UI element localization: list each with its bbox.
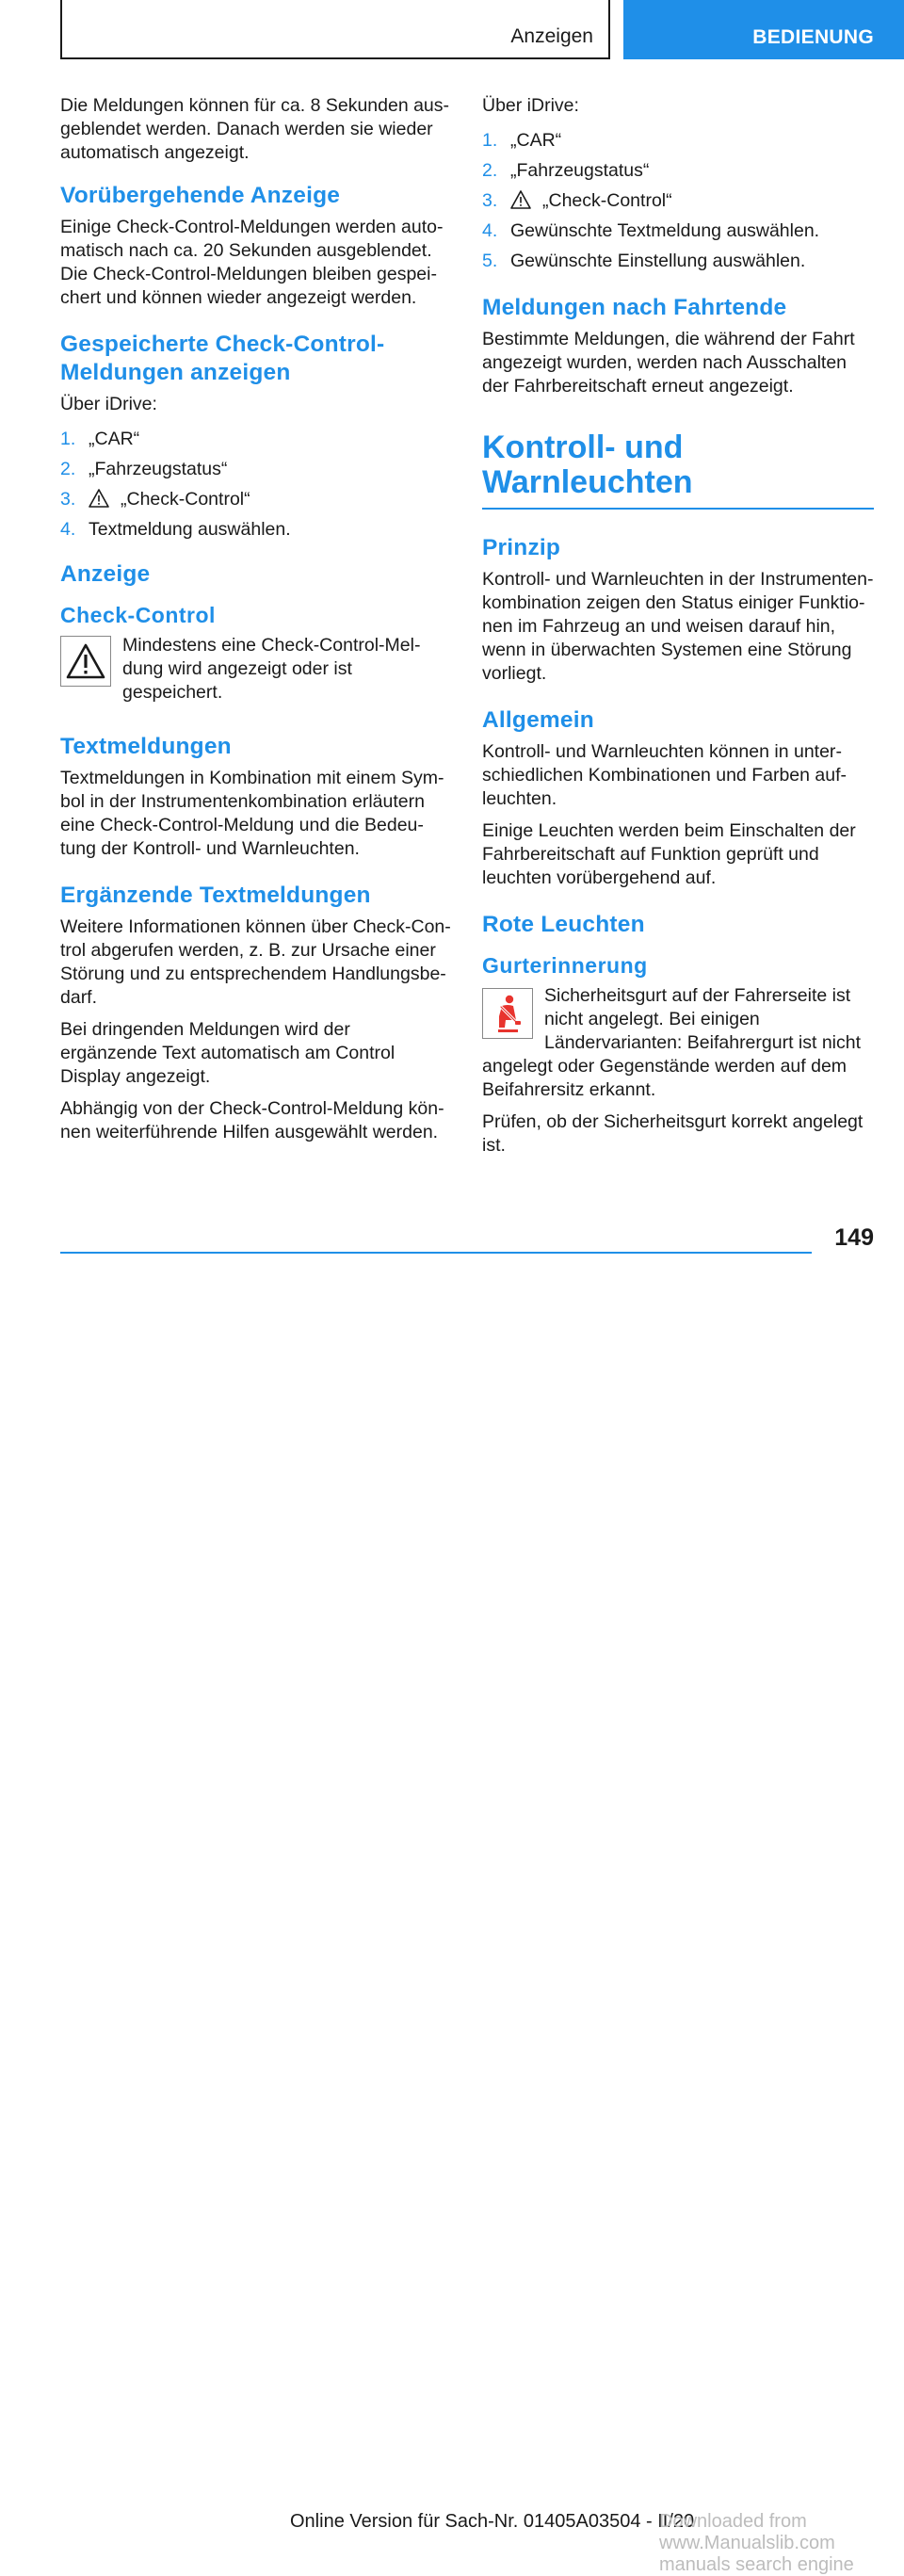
text-messages-heading: Textmeldungen bbox=[60, 734, 232, 759]
general-text-1: Kontroll- und Warnleuchten können in unterschiedlichen Kombinationen und Farben aufleuchten. bbox=[482, 741, 848, 809]
after-drive-text: Bestimmte Meldungen, die während der Fahrt angezeigt wurden, werden nach Ausschalten der Fahrbereitschaft erneut angezeigt. bbox=[482, 329, 855, 397]
stored-via-idrive: Über iDrive: bbox=[60, 394, 157, 414]
supplementary-text-2: Bei dringenden Meldungen wird der ergänzende Text automatisch am Control Display angezeigt. bbox=[60, 1019, 396, 1087]
header-section-title: Anzeigen bbox=[510, 25, 593, 47]
list-item: 1. „CAR“ bbox=[60, 429, 140, 449]
list-item: 3. „Check-Control“ bbox=[60, 489, 250, 510]
belt-reminder-text: Sicherheitsgurt auf der Fahrerseite ist nicht angelegt. Bei einigen Ländervarianten: Beifahrergurt ist nicht angelegt oder Gegenstände werden auf dem Beifahrersitz erkannt. bbox=[482, 985, 862, 1100]
stored-steps-list bbox=[60, 428, 452, 542]
warning-triangle-icon bbox=[89, 489, 109, 508]
belt-reminder-heading: Gurterinnerung bbox=[482, 953, 648, 978]
lights-chapter-heading: Kontroll- und Warnleuchten bbox=[482, 430, 874, 510]
text-messages-text: Textmeldungen in Kombination mit einem Symbol in der Instrumentenkombination erläutern eine Check-Control-Meldung und die Bedeutung der Kontroll- und Warnleuchten. bbox=[60, 768, 444, 859]
check-control-text: Mindestens eine Check-Control-Meldung wird angezeigt oder ist gespeichert. bbox=[122, 635, 421, 703]
page-number: 149 bbox=[834, 1224, 874, 1251]
steps-list bbox=[482, 129, 874, 273]
principle-text: Kontroll- und Warnleuchten in der Instrumentenkombination zeigen den Status einiger Funktionen im Fahrzeug an und weisen darauf hin, wenn in überwachten Systemen eine Störung vorliegt. bbox=[482, 569, 874, 684]
left-column bbox=[60, 94, 452, 1153]
display-heading: Anzeige bbox=[60, 561, 151, 587]
temporary-display-heading: Vorübergehende Anzeige bbox=[60, 183, 341, 208]
principle-heading: Prinzip bbox=[482, 535, 561, 560]
right-column bbox=[482, 94, 874, 1166]
check-control-icon-box bbox=[60, 636, 111, 687]
intro-paragraph: Die Meldungen können für ca. 8 Sekunden ausgeblendet werden. Danach werden sie wieder automatisch angezeigt. bbox=[60, 95, 450, 163]
general-text-2: Einige Leuchten werden beim Einschalten der Fahrbereitschaft auf Funktion geprüft und leuchten vorübergehend auf. bbox=[482, 820, 856, 888]
footer-text-area bbox=[0, 1256, 904, 2575]
list-item: 4. Textmeldung auswählen. bbox=[60, 519, 291, 540]
header-chapter-title: BEDIENUNG bbox=[752, 26, 874, 48]
supplementary-text-3: Abhängig von der Check-Control-Meldung können weiterführende Hilfen ausgewählt werden. bbox=[60, 1098, 444, 1142]
list-item: 3. „Check-Control“ bbox=[482, 190, 672, 211]
header-section-box bbox=[60, 0, 610, 59]
check-control-block bbox=[60, 634, 452, 705]
supplementary-text-1: Weitere Informationen können über Check-Control abgerufen werden, z. B. zur Ursache einer Störung und zu entsprechendem Handlungsbedarf. bbox=[60, 916, 451, 1008]
via-idrive: Über iDrive: bbox=[482, 95, 579, 116]
list-item: 4. Gewünschte Textmeldung auswählen. bbox=[482, 220, 820, 241]
stored-messages-heading: Gespeicherte Check-Control-Meldungen anzeigen bbox=[60, 332, 385, 385]
belt-reminder-block bbox=[482, 984, 874, 1158]
supplementary-messages-heading: Ergänzende Textmeldungen bbox=[60, 883, 371, 908]
header-chapter-box bbox=[623, 0, 904, 59]
seatbelt-reminder-icon bbox=[489, 994, 526, 1033]
red-lights-heading: Rote Leuchten bbox=[482, 912, 645, 937]
list-item: 2. „Fahrzeugstatus“ bbox=[482, 160, 650, 181]
list-item: 5. Gewünschte Einstellung auswählen. bbox=[482, 251, 806, 271]
temporary-display-text: Einige Check-Control-Meldungen werden automatisch nach ca. 20 Sekunden ausgeblendet. Die Check-Control-Meldungen bleiben gespeichert und können wieder angezeigt werden. bbox=[60, 217, 444, 308]
warning-triangle-icon bbox=[510, 190, 531, 209]
footer-watermark: Downloaded from www.Manualslib.com manuals search engine bbox=[659, 2511, 854, 2575]
warning-triangle-icon bbox=[65, 642, 106, 680]
check-control-heading: Check-Control bbox=[60, 603, 216, 627]
belt-check-text: Prüfen, ob der Sicherheitsgurt korrekt angelegt ist. bbox=[482, 1111, 864, 1156]
footer-online-version: Online Version für Sach-Nr. 01405A03504 - II/20 bbox=[290, 2511, 695, 2532]
belt-icon-box bbox=[482, 988, 533, 1039]
general-heading: Allgemein bbox=[482, 707, 594, 733]
list-item: 1. „CAR“ bbox=[482, 130, 562, 151]
list-item: 2. „Fahrzeugstatus“ bbox=[60, 459, 228, 479]
after-drive-heading: Meldungen nach Fahrtende bbox=[482, 295, 787, 320]
footer-divider bbox=[60, 1252, 812, 1254]
